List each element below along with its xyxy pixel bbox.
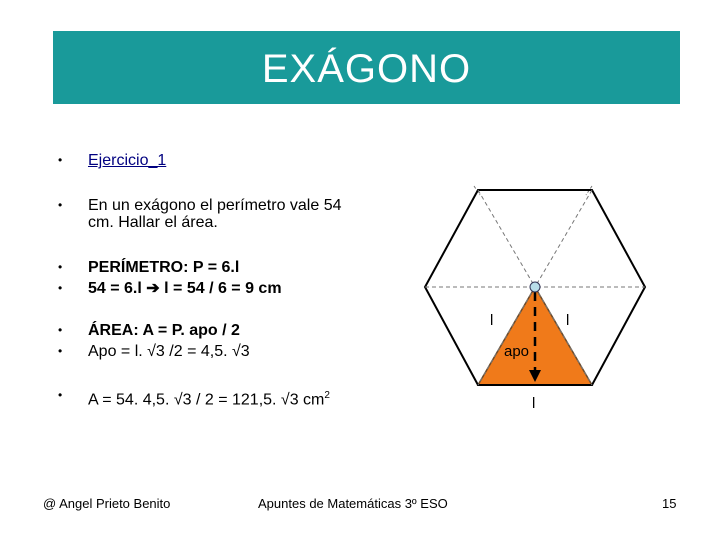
side-label-left: l — [490, 312, 494, 329]
bullet-marker: • — [58, 260, 63, 274]
statement-line-2: cm. Hallar el área. — [88, 214, 218, 231]
area-result: A = 54. 4,5. √3 / 2 = 121,5. √3 $cm^2$ — [88, 390, 330, 409]
bullet-marker: • — [58, 198, 63, 212]
bullet-marker: • — [58, 388, 63, 402]
page-number: 15 — [662, 496, 677, 511]
bullet-marker: • — [58, 323, 63, 337]
bullet-marker: • — [58, 153, 63, 167]
bullet-marker: • — [58, 281, 63, 295]
apothem-formula: Apo = l. √3 /2 = 4,5. √3 — [88, 343, 250, 360]
bullet-marker: • — [58, 344, 63, 358]
side-label-right: l — [566, 312, 570, 329]
arrow-icon: ➔ — [146, 280, 160, 297]
footer-author: @ Angel Prieto Benito — [43, 496, 171, 511]
exercise-link[interactable]: Ejercicio_1 — [88, 152, 167, 169]
center-point — [530, 282, 540, 292]
area-formula: ÁREA: A = P. apo / 2 — [88, 322, 240, 339]
apothem-label: apo — [504, 343, 530, 360]
footer-course: Apuntes de Matemáticas 3º ESO — [258, 496, 448, 511]
statement-line-1: En un exágono el perímetro vale 54 — [88, 197, 342, 214]
side-length-equation: 54 = 6.l ➔ l = 54 / 6 = 9 cm — [88, 280, 282, 297]
page-title: EXÁGONO — [261, 47, 472, 91]
perimeter-formula: PERÍMETRO: P = 6.l — [88, 259, 240, 276]
base-label: l — [532, 395, 536, 412]
